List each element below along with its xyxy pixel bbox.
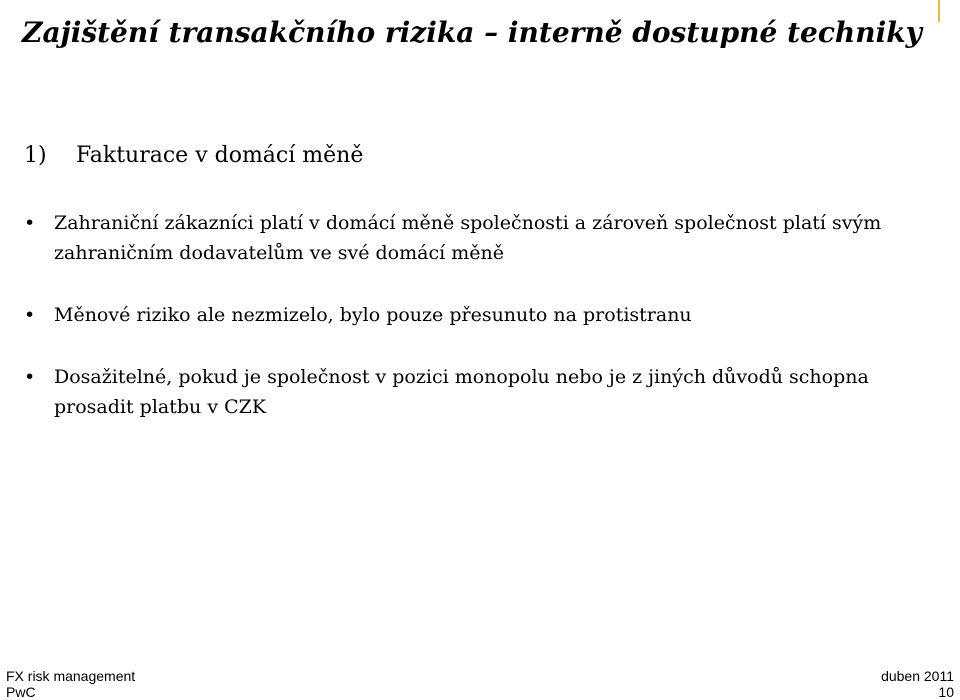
section-number: 1) [24,143,47,168]
footer-date: duben 2011 [881,668,954,684]
bullet-dot-icon: • [24,366,36,388]
bullet-item [24,362,944,422]
slide-title: Zajištění transakčního rizika – interně dostupné techniky [22,16,922,49]
bullet-text: Zahraniční zákazníci platí v domácí měně společnosti a zároveň společnost platí svým zahraničním dodavatelům ve své domácí měně [54,212,882,264]
footer-right [881,668,954,700]
footer-left [6,668,135,700]
footer-topic: FX risk management [6,668,136,684]
section-heading [24,142,363,170]
footer-company: PwC [6,684,36,700]
footer-page-number: 10 [938,684,954,700]
bullet-item [24,300,944,330]
bullet-dot-icon: • [24,304,36,326]
bullet-list [24,208,944,454]
bullet-item [24,208,944,268]
bullet-text: Dosažitelné, pokud je společnost v pozici monopolu nebo je z jiných důvodů schopna prosadit platbu v CZK [54,366,869,418]
bullet-dot-icon: • [24,212,36,234]
section-label: Fakturace v domácí měně [76,143,364,168]
bullet-text: Měnové riziko ale nezmizelo, bylo pouze přesunuto na protistranu [54,304,692,326]
